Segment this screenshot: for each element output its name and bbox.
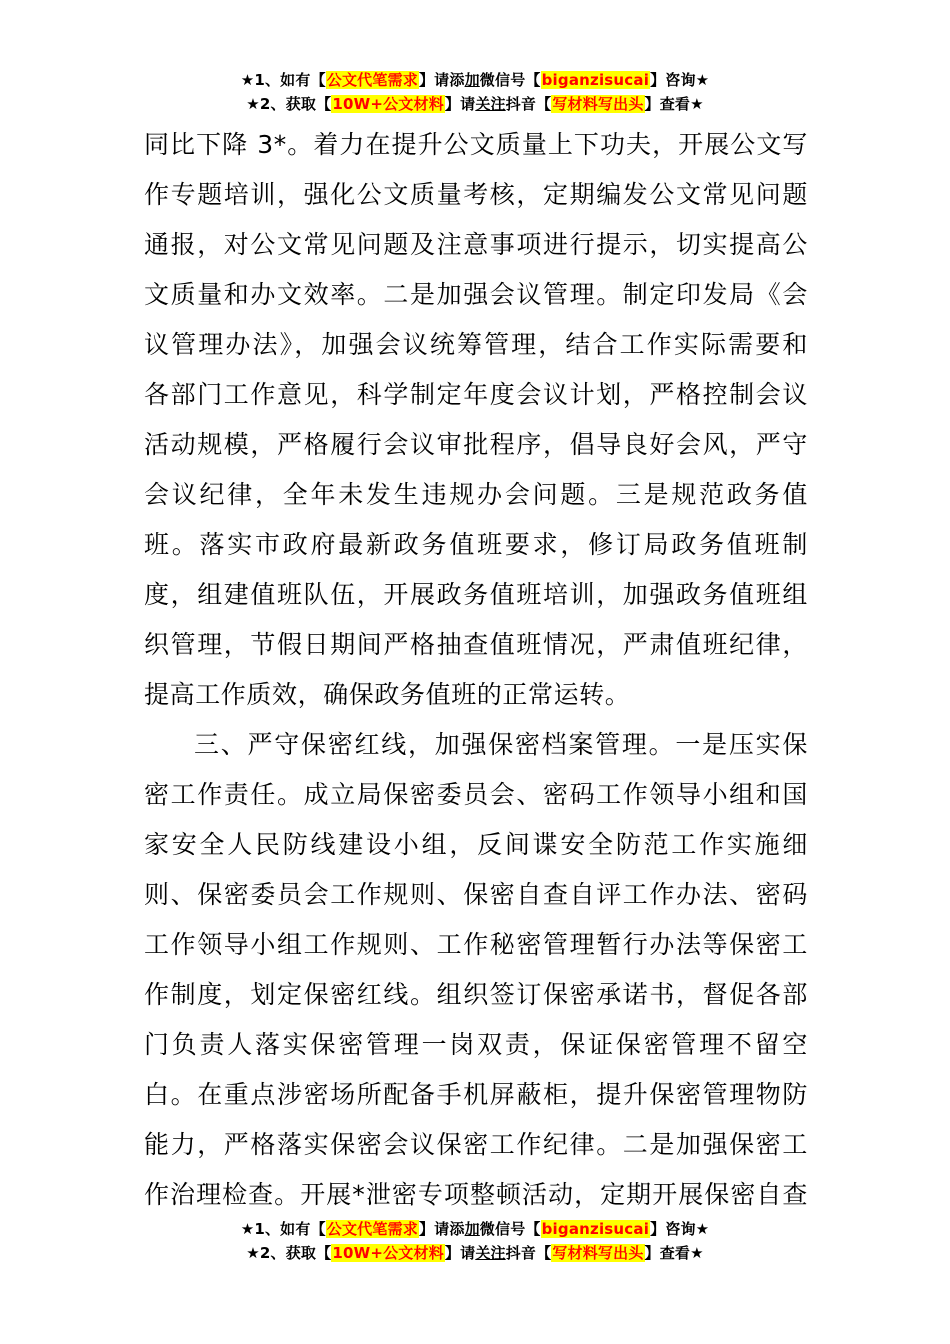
banner-line-1-middle-2: 微信号【: [479, 71, 541, 89]
banner-highlight-wechat-id: biganzisucai: [541, 71, 650, 89]
banner-line-2-suffix: 】查看★: [644, 1244, 704, 1262]
text-line: 活动规模，严格履行会议审批程序，倡导良好会风，严守: [144, 430, 808, 459]
banner-highlight-materials: 10W+公文材料: [332, 1244, 444, 1262]
banner-highlight-writing-service: 公文代笔需求: [326, 71, 418, 89]
banner-line-1-suffix: 】咨询★: [650, 1220, 710, 1238]
banner-highlight-douyin-account: 写材料写出头: [552, 95, 644, 113]
text-line: 度，组建值班队伍，开展政务值班培训，加强政务值班组: [144, 580, 808, 609]
banner-line-2-suffix: 】查看★: [644, 95, 704, 113]
text-line: 工作领导小组工作规则、工作秘密管理暂行办法等保密工: [144, 930, 808, 959]
banner-line-1-underlined: 加: [464, 71, 480, 89]
banner-line-2-middle: 】请: [444, 95, 476, 113]
paragraph-2: [144, 720, 808, 1220]
text-line: 作治理检查。开展*泄密专项整顿活动，定期开展保密自查: [144, 1180, 808, 1209]
text-line: 班。落实市政府最新政务值班要求，修订局政务值班制: [144, 530, 808, 559]
text-line: 同比下降 3*。着力在提升公文质量上下功夫，开展公文写: [144, 130, 808, 159]
text-line: 三、严守保密红线，加强保密档案管理。一是压实保: [194, 730, 808, 759]
text-line: 门负责人落实保密管理一岗双责，保证保密管理不留空: [144, 1030, 808, 1059]
paragraph-1: [144, 120, 808, 720]
banner-line-2-prefix: ★2、获取【: [246, 95, 332, 113]
banner-line-1: [0, 1217, 950, 1241]
text-line: 提高工作质效，确保政务值班的正常运转。: [144, 680, 631, 709]
banner-highlight-douyin-account: 写材料写出头: [552, 1244, 644, 1262]
banner-line-2-middle: 】请: [444, 1244, 476, 1262]
banner-line-1-middle-2: 微信号【: [479, 1220, 541, 1238]
text-line: 议管理办法》，加强会议统筹管理，结合工作实际需要和: [144, 330, 808, 359]
banner-line-1-prefix: ★1、如有【: [240, 71, 326, 89]
banner-line-2-middle-2: 抖音【: [505, 1244, 552, 1262]
banner-highlight-wechat-id: biganzisucai: [541, 1220, 650, 1238]
text-line: 文质量和办文效率。二是加强会议管理。制定印发局《会: [144, 280, 808, 309]
text-line: 通报，对公文常见问题及注意事项进行提示，切实提高公: [144, 230, 808, 259]
banner-line-2-middle-2: 抖音【: [505, 95, 552, 113]
text-line: 作专题培训，强化公文质量考核，定期编发公文常见问题: [144, 180, 808, 209]
banner-line-1-middle: 】请添: [418, 1220, 465, 1238]
text-line: 作制度，划定保密红线。组织签订保密承诺书，督促各部: [144, 980, 808, 1009]
banner-line-2: [0, 1241, 950, 1265]
text-line: 能力，严格落实保密会议保密工作纪律。二是加强保密工: [144, 1130, 808, 1159]
document-body: [144, 120, 808, 1220]
text-line: 密工作责任。成立局保密委员会、密码工作领导小组和国: [144, 780, 808, 809]
banner-line-2-underlined: 关注: [475, 1244, 506, 1262]
banner-line-1-prefix: ★1、如有【: [240, 1220, 326, 1238]
banner-line-1-middle: 】请添: [418, 71, 465, 89]
footer-banner: [0, 1217, 950, 1265]
banner-line-2-underlined: 关注: [475, 95, 506, 113]
banner-line-1: [0, 68, 950, 92]
text-line: 织管理，节假日期间严格抽查值班情况，严肃值班纪律，: [144, 630, 808, 659]
banner-line-2-prefix: ★2、获取【: [246, 1244, 332, 1262]
text-line: 家安全人民防线建设小组，反间谍安全防范工作实施细: [144, 830, 808, 859]
text-line: 会议纪律，全年未发生违规办会问题。三是规范政务值: [144, 480, 808, 509]
text-line: 各部门工作意见，科学制定年度会议计划，严格控制会议: [144, 380, 808, 409]
text-line: 则、保密委员会工作规则、保密自查自评工作办法、密码: [144, 880, 808, 909]
banner-line-1-suffix: 】咨询★: [650, 71, 710, 89]
banner-highlight-materials: 10W+公文材料: [332, 95, 444, 113]
banner-highlight-writing-service: 公文代笔需求: [326, 1220, 418, 1238]
banner-line-1-underlined: 加: [464, 1220, 480, 1238]
header-banner: [0, 68, 950, 116]
text-line: 白。在重点涉密场所配备手机屏蔽柜，提升保密管理物防: [144, 1080, 808, 1109]
banner-line-2: [0, 92, 950, 116]
